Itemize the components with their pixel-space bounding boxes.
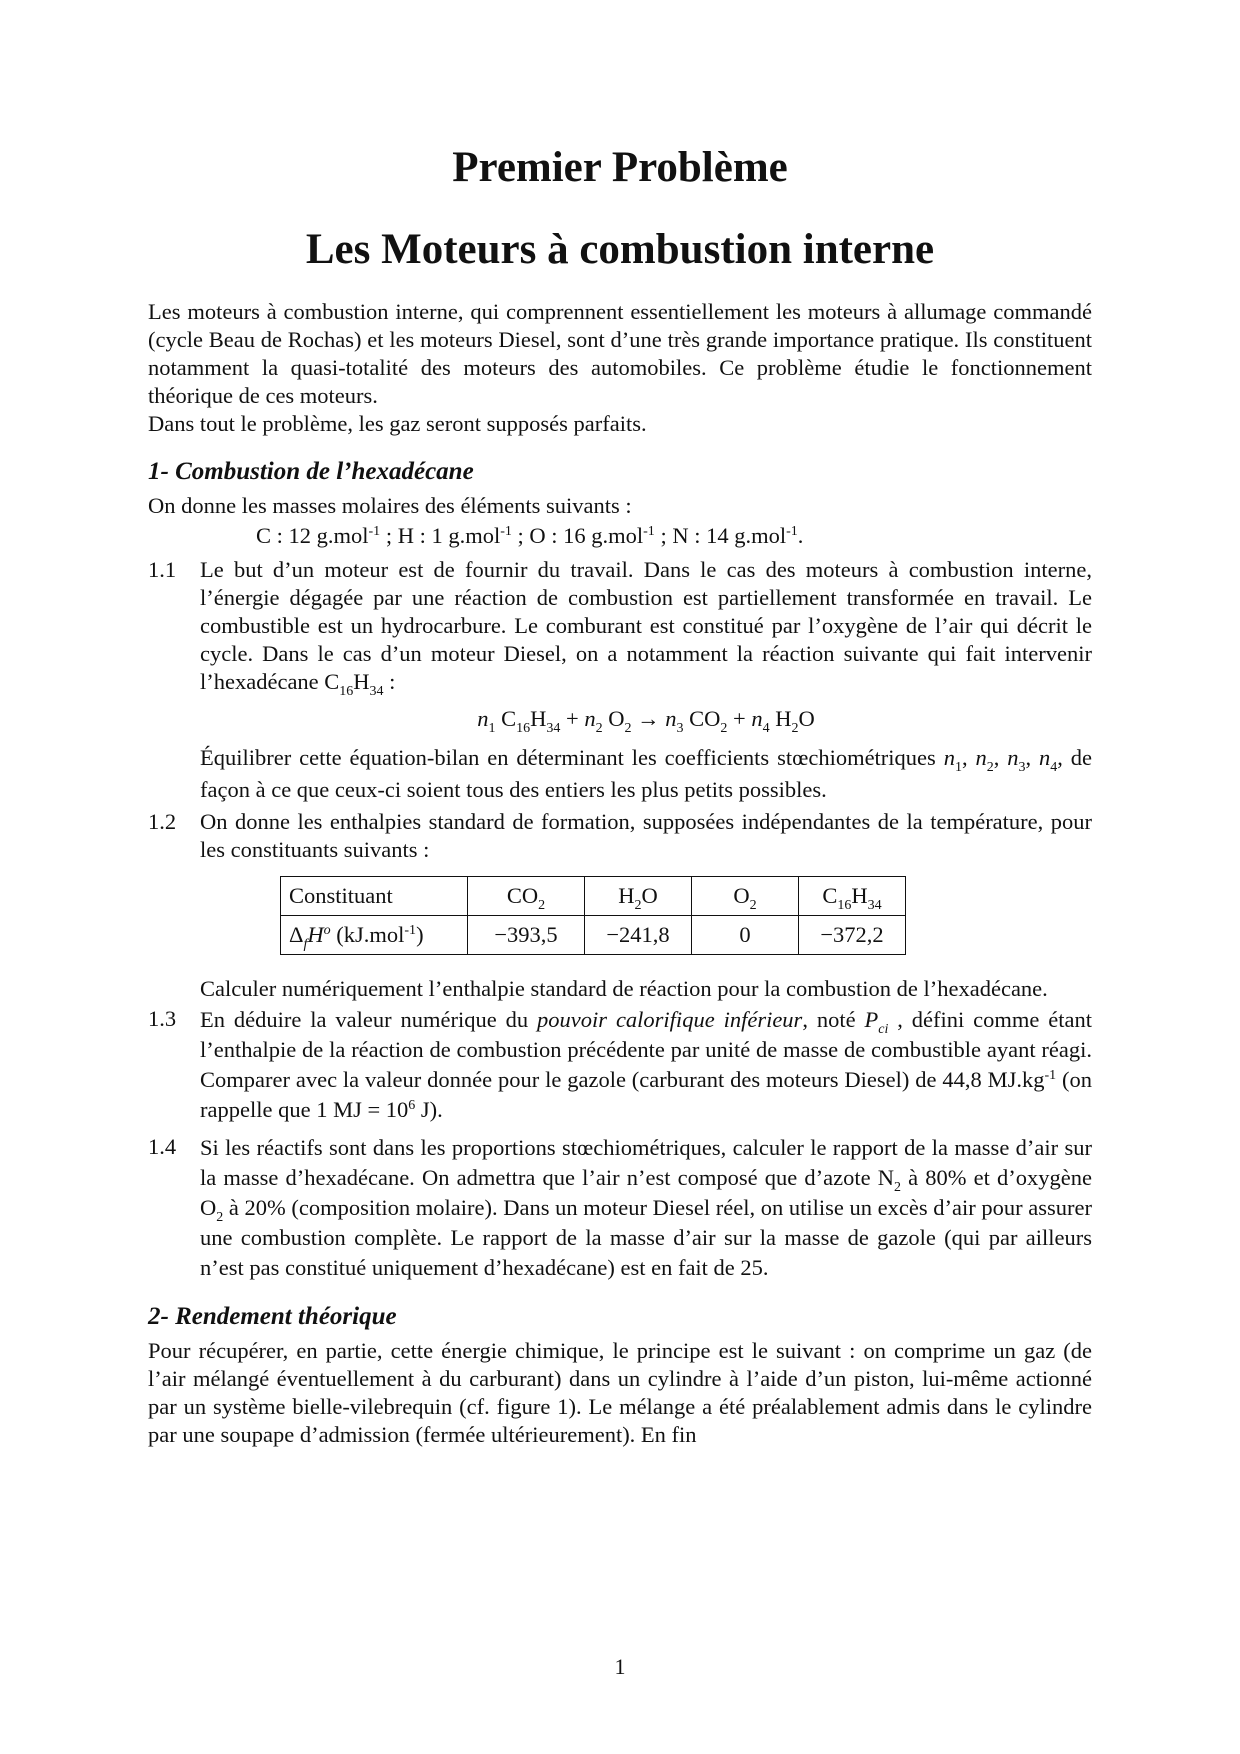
question-1-2 <box>148 808 1092 1003</box>
molar-masses: C : 12 g.mol$^{-1}$ ; H : 1 g.mol$^{-1}$ ; O : 16 g.mol$^{-1}$ ; N : 14 g.mol$^{-1}$. <box>256 523 804 548</box>
table-cell: 0 <box>692 916 799 955</box>
question-text: En déduire la valeur numérique du pouvoir calorifique inférieur, noté $P_{ci}$ , défini comme étant l’enthalpie de la réaction de combustion précédente par unité de masse de combustible ayant réagi. Comparer avec la valeur donnée pour le gazole (carburant des moteurs Diesel) de 44,8 $MJ.kg^{-1}$ (on rappelle que 1 MJ = $10^6$ J). <box>200 1007 1093 1122</box>
section1-lead: On donne les masses molaires des éléments suivants : <box>148 493 632 518</box>
table-row <box>281 916 906 955</box>
table-header-cell: $H_2O$ <box>585 877 692 916</box>
question-text: Le but d’un moteur est de fournir du travail. Dans le cas des moteurs à combustion interne, l’énergie dégagée par une réaction de combustion est partiellement transformée en travail. Le combustible est un hydrocarbure. Le comburant est constitué par l’oxygène de l’air qui décrit le cycle. Dans le cas d’un moteur Diesel, on a notamment la réaction suivante qui fait intervenir l’hexadécane $C_{16}H_{34}$ : <box>200 557 1092 699</box>
table-header-label: Constituant <box>281 877 468 916</box>
intro-assumption: Dans tout le problème, les gaz seront supposés parfaits. <box>148 411 647 436</box>
section1-heading: 1- Combustion de l’hexadécane <box>148 458 474 485</box>
document-page <box>148 140 1092 1449</box>
section2-paragraph: Pour récupérer, en partie, cette énergie chimique, le principe est le suivant : on comprime un gaz (de l’air mélangé éventuellement à du carburant) dans un cylindre à l’aide d’un piston, lui-même actionné par un système bielle-vilebrequin (cf. figure 1). Le mélange a été préalablement admis dans le cylindre par une soupape d’admission (fermée ultérieurement). En fin <box>148 1338 1092 1447</box>
table-cell: −241,8 <box>585 916 692 955</box>
question-1-1 <box>148 556 1092 806</box>
table-header-row <box>281 877 906 916</box>
question-number: 1.2 <box>148 809 177 834</box>
table-row-label: $\Delta_fH^o$ (kJ.mol$^{-1}$) <box>281 916 468 955</box>
question-number: 1.3 <box>148 1006 177 1031</box>
table-cell: −372,2 <box>799 916 906 955</box>
question-instruction: Équilibrer cette équation-bilan en déterminant les coefficients stœchiométriques $n_1$, $n_2$, $n_3$, $n_4$, de façon à ce que ceux-ci soient tous des entiers les plus petits possibles. <box>200 745 1092 802</box>
question-text: Si les réactifs sont dans les proportions stœchiométriques, calculer le rapport de la masse d’air sur la masse d’hexadécane. On admettra que l’air n’est composé que d’azote $N_2$ à 80% et d’oxygène $O_2$ à 20% (composition molaire). Dans un moteur Diesel réel, on utilise un excès d’air pour assurer une combustion complète. Le rapport de la masse d’air sur la masse de gazole (qui par ailleurs n’est pas constitué uniquement d’hexadécane) est en fait de 25. <box>200 1135 1092 1280</box>
page-title-line2: Les Moteurs à combustion interne <box>305 226 935 273</box>
page-title-line1: Premier Problème <box>452 144 788 191</box>
question-1-4 <box>148 1133 1092 1283</box>
question-text: On donne les enthalpies standard de formation, supposées indépendantes de la température, pour les constituants suivants : <box>200 809 1092 862</box>
table-cell: −393,5 <box>468 916 585 955</box>
enthalpy-table <box>280 876 906 955</box>
table-header-cell: $CO_2$ <box>468 877 585 916</box>
question-number: 1.4 <box>148 1134 177 1159</box>
table-header-cell: $O_2$ <box>692 877 799 916</box>
intro-paragraph: Les moteurs à combustion interne, qui comprennent essentiellement les moteurs à allumage commandé (cycle Beau de Rochas) et les moteurs Diesel, sont d’une très grande importance pratique. Ils constituent notamment la quasi-totalité des moteurs des automobiles. Ce problème étudie le fonctionnement théorique de ces moteurs. <box>148 299 1092 408</box>
question-instruction: Calculer numériquement l’enthalpie standard de réaction pour la combustion de l’hexadécane. <box>200 976 1048 1001</box>
table-header-cell: $C_{16}H_{34}$ <box>799 877 906 916</box>
question-number: 1.1 <box>148 557 177 582</box>
section2-heading: 2- Rendement théorique <box>148 1303 397 1330</box>
page-number: 1 <box>614 1654 626 1679</box>
reaction-equation: $n_1$ $C_{16}H_{34} + n_2$ $O_2 \to n_3$ $CO_2 + n_4$ $H_2O$ <box>477 706 815 736</box>
question-1-3 <box>148 1005 1092 1125</box>
